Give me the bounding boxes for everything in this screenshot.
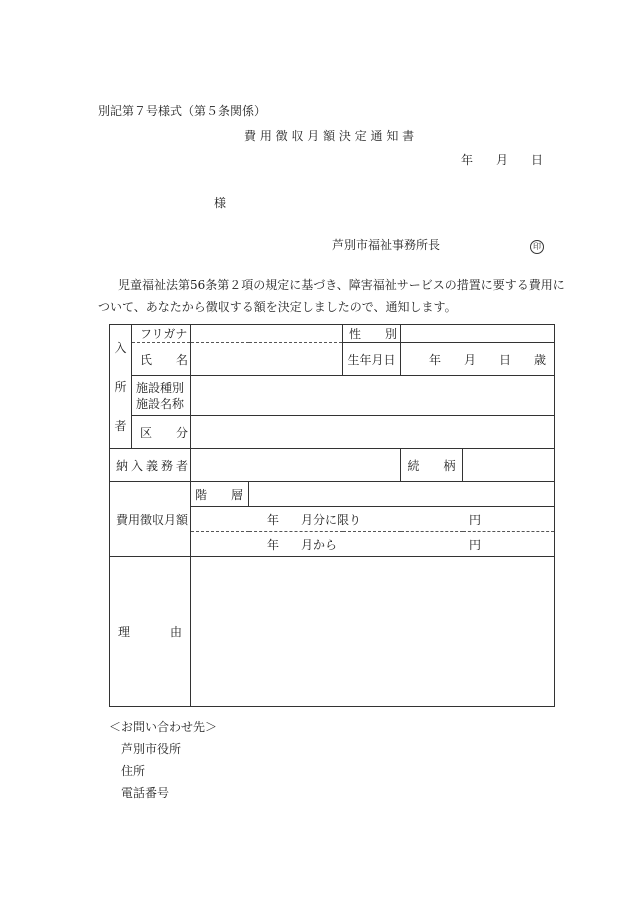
date-month: 月 [496, 153, 509, 167]
contact-phone: 電話番号 [121, 786, 170, 800]
birthdate-label: 生年月日 [343, 343, 401, 376]
document-title: 費 用 徴 収 月 額 決 定 通 知 書 [244, 129, 415, 143]
reason-char-1: 理 [118, 625, 131, 639]
facility-field[interactable] [191, 376, 555, 416]
form-number: 別記第７号様式（第５条関係） [98, 104, 267, 118]
contact-address: 住所 [121, 764, 146, 778]
facility-label [132, 376, 191, 416]
gender-field[interactable] [401, 325, 555, 343]
relation-label: 続 柄 [401, 449, 463, 482]
monthly-fee-label: 費用徴収月額 [110, 482, 191, 557]
fee-from-yen: 円 [469, 537, 482, 552]
resident-label-cell [110, 325, 132, 449]
fee-decision-table [109, 324, 555, 707]
furigana-label: フリガナ [132, 325, 191, 343]
fee-from-year: 年 [267, 537, 280, 552]
tier-label: 階 層 [191, 482, 249, 507]
resident-label-char-2: 所 [114, 380, 127, 394]
resident-label-char-3: 者 [114, 419, 127, 433]
seal-mark [530, 238, 544, 254]
fee-from-row[interactable] [191, 532, 555, 557]
birthdate-field[interactable] [401, 343, 555, 376]
payer-field[interactable] [191, 449, 401, 482]
seal-icon: 印 [530, 240, 544, 254]
category-field[interactable] [191, 416, 555, 449]
reason-field[interactable] [191, 557, 555, 707]
date-year: 年 [461, 153, 474, 167]
contact-office: 芦別市役所 [121, 742, 182, 756]
relation-field[interactable] [463, 449, 555, 482]
birth-day-unit: 日 [498, 352, 511, 367]
reason-label [110, 557, 191, 707]
gender-label: 性 別 [343, 325, 401, 343]
birth-year-unit: 年 [429, 352, 442, 367]
fee-until-row[interactable] [191, 507, 555, 532]
resident-label-char-1: 入 [114, 341, 127, 355]
fee-until-month-text: 月分に限り [301, 512, 362, 527]
reason-char-2: 由 [169, 625, 182, 639]
notice-body [98, 274, 568, 318]
issuer-name: 芦別市福祉事務所長 [332, 238, 441, 252]
payer-label: 納入義務者 [110, 449, 191, 482]
furigana-field[interactable] [191, 325, 343, 343]
name-label: 氏 名 [132, 343, 191, 376]
birth-month-unit: 月 [463, 352, 476, 367]
addressee-suffix: 様 [214, 196, 227, 210]
facility-name-label: 施設名称 [136, 396, 185, 411]
facility-type-label: 施設種別 [136, 380, 185, 395]
category-label: 区 分 [132, 416, 191, 449]
notice-body-text: 児童福祉法第56条第２項の規定に基づき、障害福祉サービスの措置に要する費用について、あなたから徴収する額を決定しましたので、通知します。 [98, 278, 565, 314]
tier-field[interactable] [249, 482, 555, 507]
age-unit: 歳 [533, 352, 546, 367]
fee-until-year: 年 [267, 512, 280, 527]
fee-from-month-text: 月から [301, 537, 338, 552]
contact-heading: ＜お問い合わせ先＞ [109, 720, 218, 734]
fee-until-yen: 円 [469, 512, 482, 527]
date-day: 日 [531, 153, 544, 167]
name-field[interactable] [191, 343, 343, 376]
